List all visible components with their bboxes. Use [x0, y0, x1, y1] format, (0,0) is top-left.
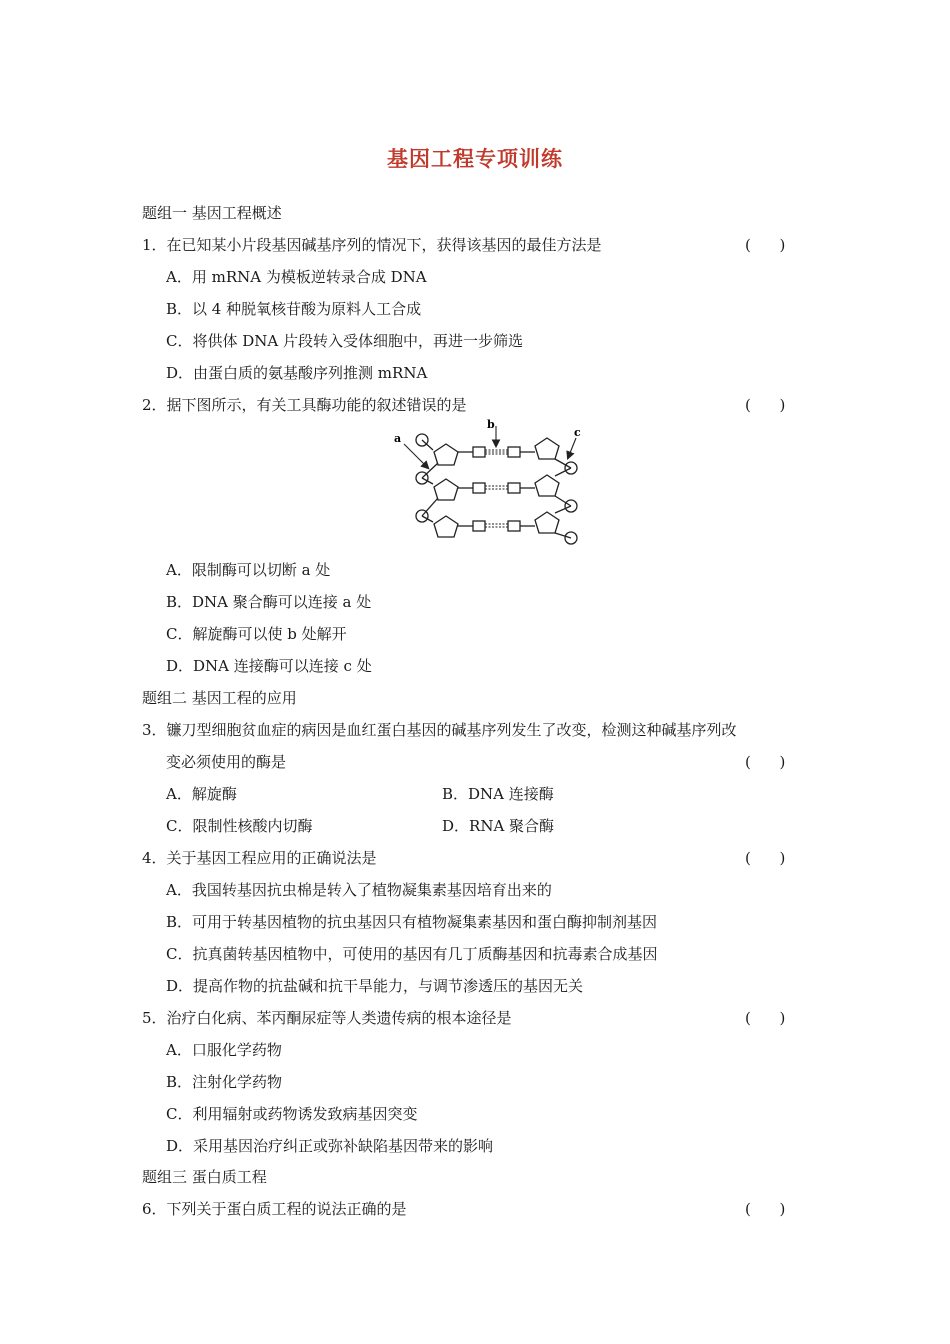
base-rect — [473, 447, 485, 457]
answer-bracket-6[interactable]: ( ) — [745, 1200, 786, 1218]
question-6-stem: 6．下列关于蛋白质工程的说法正确的是 — [142, 1200, 407, 1218]
group-heading-1: 题组一 基因工程概述 — [142, 204, 282, 222]
question-2-option-a: A．限制酶可以切断 a 处 — [166, 561, 331, 579]
group-heading-2: 题组二 基因工程的应用 — [142, 689, 297, 707]
pentose-pentagon — [535, 438, 559, 459]
question-2-stem: 2．据下图所示，有关工具酶功能的叙述错误的是 — [142, 396, 467, 414]
answer-bracket-3[interactable]: ( ) — [745, 753, 786, 771]
label-b: b — [487, 418, 495, 431]
question-3-stem-line1: 3．镰刀型细胞贫血症的病因是血红蛋白基因的碱基序列发生了改变，检测这种碱基序列改 — [142, 721, 737, 739]
label-c: c — [574, 426, 581, 439]
pentose-pentagon — [434, 516, 458, 537]
page-title: 基因工程专项训练 — [387, 147, 563, 171]
question-2-option-b: B．DNA 聚合酶可以连接 a 处 — [166, 593, 372, 611]
question-1-option-d: D．由蛋白质的氨基酸序列推测 mRNA — [166, 364, 428, 382]
question-5-stem: 5．治疗白化病、苯丙酮尿症等人类遗传病的根本途径是 — [142, 1009, 512, 1027]
pentose-pentagon — [535, 512, 559, 533]
question-3-option-a: A．解旋酶 — [166, 785, 237, 803]
base-rect — [473, 521, 485, 531]
question-1-option-b: B．以 4 种脱氧核苷酸为原料人工合成 — [166, 300, 422, 318]
base-rect — [473, 483, 485, 493]
question-3-option-c: C．限制性核酸内切酶 — [166, 817, 313, 835]
question-1-option-a: A．用 mRNA 为模板逆转录合成 DNA — [166, 268, 427, 286]
question-4-option-d: D．提高作物的抗盐碱和抗干旱能力，与调节渗透压的基因无关 — [166, 977, 584, 995]
base-rect — [508, 447, 520, 457]
question-5-option-d: D．采用基因治疗纠正或弥补缺陷基因带来的影响 — [166, 1137, 494, 1155]
arrow-a — [404, 444, 428, 468]
answer-bracket-4[interactable]: ( ) — [745, 849, 786, 867]
question-2-option-d: D．DNA 连接酶可以连接 c 处 — [166, 657, 372, 675]
question-5-option-b: B．注射化学药物 — [166, 1073, 283, 1091]
pentose-pentagon — [535, 475, 559, 496]
answer-bracket-1[interactable]: ( ) — [745, 236, 786, 254]
question-3-option-d: D．RNA 聚合酶 — [442, 817, 555, 835]
question-4-stem: 4．关于基因工程应用的正确说法是 — [142, 849, 377, 867]
arrow-c — [568, 438, 576, 458]
question-4-option-c: C．抗真菌转基因植物中，可使用的基因有几丁质酶基因和抗毒素合成基因 — [166, 945, 658, 963]
question-4-option-b: B．可用于转基因植物的抗虫基因只有植物凝集素基因和蛋白酶抑制剂基因 — [166, 913, 658, 931]
pentose-pentagon — [434, 479, 458, 500]
question-4-option-a: A．我国转基因抗虫棉是转入了植物凝集素基因培育出来的 — [166, 881, 552, 899]
label-a: a — [394, 432, 402, 445]
dna-structure-diagram — [388, 418, 588, 548]
question-3-stem-line2: 变必须使用的酶是 — [166, 753, 287, 771]
question-3-option-b: B．DNA 连接酶 — [442, 785, 554, 803]
question-2-option-c: C．解旋酶可以使 b 处解开 — [166, 625, 347, 643]
base-rect — [508, 521, 520, 531]
question-1-stem: 1．在已知某小片段基因碱基序列的情况下，获得该基因的最佳方法是 — [142, 236, 602, 254]
pentose-pentagon — [434, 444, 458, 465]
question-5-option-c: C．利用辐射或药物诱发致病基因突变 — [166, 1105, 418, 1123]
question-5-option-a: A．口服化学药物 — [166, 1041, 282, 1059]
answer-bracket-5[interactable]: ( ) — [745, 1009, 786, 1027]
base-rect — [508, 483, 520, 493]
question-1-option-c: C．将供体 DNA 片段转入受体细胞中，再进一步筛选 — [166, 332, 523, 350]
group-heading-3: 题组三 蛋白质工程 — [142, 1168, 267, 1186]
answer-bracket-2[interactable]: ( ) — [745, 396, 786, 414]
